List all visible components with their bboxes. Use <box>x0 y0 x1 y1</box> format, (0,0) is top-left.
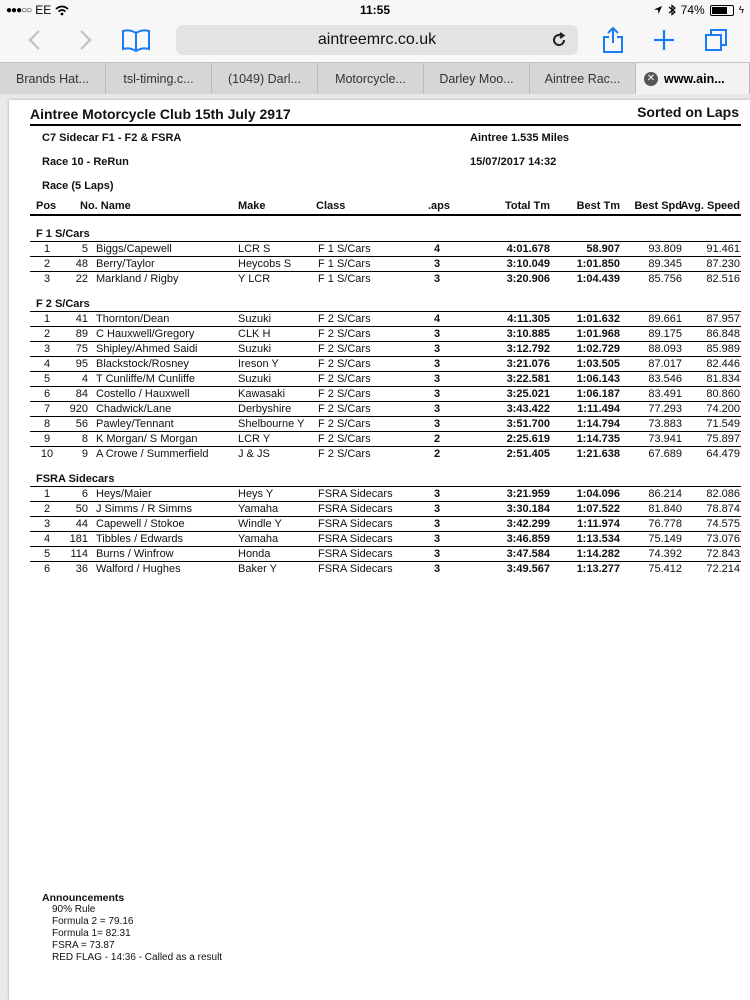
cell-pos: 1 <box>43 488 51 500</box>
cell-laps: 4 <box>434 313 441 325</box>
tab-label: Darley Moo... <box>439 71 514 86</box>
cell-name: Walford / Hughes <box>96 563 181 575</box>
table-row <box>30 326 741 341</box>
cell-best-time: 1:13.277 <box>576 563 620 575</box>
cell-make: Heys Y <box>238 488 274 500</box>
tab-strip <box>0 62 750 94</box>
cell-name: Biggs/Capewell <box>96 243 172 255</box>
cell-make: LCR Y <box>238 433 271 445</box>
cell-laps: 4 <box>434 243 441 255</box>
cell-avg-speed: 78.874 <box>706 503 740 515</box>
cell-laps: 3 <box>434 258 441 270</box>
cell-avg-speed: 64.479 <box>706 448 740 460</box>
cell-avg-speed: 75.897 <box>706 433 740 445</box>
cell-laps: 3 <box>434 533 441 545</box>
cell-pos: 4 <box>43 358 51 370</box>
cell-best-time: 1:06.143 <box>576 373 620 385</box>
browser-toolbar <box>0 20 750 62</box>
cell-avg-speed: 72.843 <box>706 548 740 560</box>
cell-best-speed: 83.491 <box>648 388 682 400</box>
col-pos: Pos <box>36 200 57 212</box>
cell-best-speed: 93.809 <box>648 243 682 255</box>
clock: 11:55 <box>359 3 391 17</box>
cell-class: F 2 S/Cars <box>318 388 371 400</box>
announcement-item: 90% Rule <box>52 904 96 915</box>
table-row <box>30 516 741 531</box>
cell-name: T Cunliffe/M Cunliffe <box>96 373 196 385</box>
tabs-button[interactable] <box>700 24 732 56</box>
url-host: aintreemrc.co.uk <box>317 31 437 48</box>
cell-total-time: 4:11.305 <box>507 313 550 325</box>
tab-darley[interactable] <box>212 63 318 94</box>
cell-class: F 1 S/Cars <box>318 273 371 285</box>
cell-make: Yamaha <box>238 503 279 515</box>
cell-number: 41 <box>75 313 88 325</box>
cell-name: Pawley/Tennant <box>96 418 174 430</box>
cell-pos: 8 <box>43 418 51 430</box>
cell-best-speed: 89.661 <box>648 313 682 325</box>
cell-pos: 1 <box>43 313 51 325</box>
cell-laps: 3 <box>434 563 441 575</box>
carrier-label: EE <box>35 3 52 17</box>
cell-make: Baker Y <box>238 563 277 575</box>
cell-laps: 3 <box>434 343 441 355</box>
close-icon[interactable]: ✕ <box>644 72 658 86</box>
cell-make: Heycobs S <box>238 258 292 270</box>
cell-class: F 2 S/Cars <box>318 448 371 460</box>
cell-pos: 1 <box>43 243 51 255</box>
cell-make: LCR S <box>238 243 271 255</box>
cell-total-time: 3:25.021 <box>506 388 550 400</box>
cell-laps: 3 <box>434 328 441 340</box>
cell-total-time: 3:43.422 <box>506 403 550 415</box>
cell-total-time: 3:30.184 <box>506 503 550 515</box>
cell-best-speed: 77.293 <box>648 403 682 415</box>
cell-best-speed: 89.345 <box>648 258 682 270</box>
table-row <box>30 356 741 371</box>
cell-best-speed: 75.412 <box>648 563 682 575</box>
report-title: Aintree Motorcycle Club 15th July 2917 <box>30 106 291 122</box>
table-row <box>30 311 741 326</box>
event-name: C7 Sidecar F1 - F2 & FSRA <box>42 132 182 144</box>
cell-number: 75 <box>75 343 88 355</box>
race-row <box>30 150 741 174</box>
race-laps: Race (5 Laps) <box>42 180 114 192</box>
col-total: Total Tm <box>504 200 550 212</box>
cell-avg-speed: 74.575 <box>706 518 740 530</box>
cell-laps: 3 <box>434 358 441 370</box>
signal-dots-icon: ●●●○○ <box>6 4 32 16</box>
book-icon <box>121 28 151 52</box>
tab-label: Motorcycle... <box>335 71 406 86</box>
cell-number: 95 <box>75 358 88 370</box>
cell-make: Yamaha <box>238 533 279 545</box>
table-row <box>30 546 741 561</box>
cell-total-time: 3:21.959 <box>506 488 550 500</box>
cell-name: Berry/Taylor <box>96 258 155 270</box>
cell-class: F 1 S/Cars <box>318 258 371 270</box>
cell-class: F 2 S/Cars <box>318 418 371 430</box>
col-no-name: No. Name <box>80 200 131 212</box>
cell-best-speed: 88.093 <box>648 343 682 355</box>
cell-number: 56 <box>75 418 88 430</box>
announcements-title: Announcements <box>42 892 125 904</box>
cell-laps: 3 <box>434 403 441 415</box>
reload-icon[interactable] <box>550 31 568 49</box>
cell-total-time: 3:47.584 <box>506 548 550 560</box>
cell-best-time: 1:02.729 <box>576 343 620 355</box>
circuit-name: Aintree 1.535 Miles <box>470 132 570 144</box>
cell-number: 6 <box>81 488 88 500</box>
cell-number: 50 <box>75 503 88 515</box>
sort-label: Sorted on Laps <box>637 104 739 120</box>
cell-total-time: 3:22.581 <box>506 373 550 385</box>
cell-name: Costello / Hauxwell <box>96 388 190 400</box>
cell-best-speed: 73.941 <box>648 433 682 445</box>
status-bar <box>0 0 750 20</box>
table-row <box>30 371 741 386</box>
table-row <box>30 271 741 286</box>
cell-total-time: 2:25.619 <box>506 433 550 445</box>
cell-best-time: 1:04.439 <box>576 273 620 285</box>
cell-laps: 3 <box>434 418 441 430</box>
cell-number: 920 <box>69 403 88 415</box>
cell-avg-speed: 86.848 <box>706 328 740 340</box>
cell-name: C Hauxwell/Gregory <box>96 328 195 340</box>
battery-percent: 74% <box>680 3 705 17</box>
cell-name: Capewell / Stokoe <box>96 518 185 530</box>
cell-name: Heys/Maier <box>96 488 152 500</box>
cell-total-time: 2:51.405 <box>506 448 550 460</box>
cell-total-time: 3:42.299 <box>506 518 550 530</box>
plus-icon <box>652 28 676 52</box>
cell-total-time: 3:49.567 <box>506 563 550 575</box>
cell-avg-speed: 71.549 <box>706 418 740 430</box>
cell-name: K Morgan/ S Morgan <box>96 433 198 445</box>
cell-best-speed: 67.689 <box>648 448 682 460</box>
cell-best-speed: 85.756 <box>648 273 682 285</box>
cell-best-time: 1:07.522 <box>576 503 620 515</box>
battery-fill <box>712 7 727 14</box>
cell-laps: 3 <box>434 273 441 285</box>
cell-total-time: 3:12.792 <box>506 343 550 355</box>
cell-best-time: 1:03.505 <box>576 358 620 370</box>
cell-class: F 2 S/Cars <box>318 433 371 445</box>
cell-name: Shipley/Ahmed Saidi <box>96 343 198 355</box>
bluetooth-icon <box>668 4 676 16</box>
cell-pos: 2 <box>43 328 51 340</box>
cell-name: Thornton/Dean <box>96 313 170 325</box>
cell-name: Tibbles / Edwards <box>96 533 184 545</box>
new-tab-button[interactable] <box>648 24 680 56</box>
cell-avg-speed: 82.086 <box>706 488 740 500</box>
cell-make: J & JS <box>238 448 270 460</box>
share-icon <box>602 26 624 54</box>
cell-class: FSRA Sidecars <box>318 518 393 530</box>
col-avg-speed: Avg. Speed <box>680 200 740 212</box>
cell-total-time: 3:51.700 <box>506 418 550 430</box>
cell-name: A Crowe / Summerfield <box>96 448 209 460</box>
cell-name: J Simms / R Simms <box>96 503 192 515</box>
group-title: FSRA Sidecars <box>36 473 115 485</box>
cell-pos: 6 <box>43 388 51 400</box>
cell-make: Shelbourne Y <box>238 418 305 430</box>
cell-laps: 3 <box>434 518 441 530</box>
group-title: F 1 S/Cars <box>36 228 90 240</box>
cell-avg-speed: 91.461 <box>706 243 740 255</box>
report-title-row <box>30 104 741 126</box>
tab-label: www.ain... <box>664 71 725 86</box>
announcement-item: Formula 1= 82.31 <box>52 928 131 939</box>
announcement-item: Formula 2 = 79.16 <box>52 916 134 927</box>
cell-avg-speed: 74.200 <box>706 403 740 415</box>
cell-make: Y LCR <box>238 273 271 285</box>
cell-number: 5 <box>81 243 88 255</box>
cell-avg-speed: 80.860 <box>706 388 740 400</box>
cell-pos: 3 <box>43 518 51 530</box>
cell-total-time: 3:10.885 <box>506 328 550 340</box>
chevron-right-icon <box>79 29 93 51</box>
results-groups <box>30 228 741 576</box>
cell-number: 9 <box>81 448 88 460</box>
col-laps: .aps <box>428 200 451 212</box>
cell-number: 84 <box>75 388 88 400</box>
cell-number: 44 <box>75 518 88 530</box>
cell-class: F 1 S/Cars <box>318 243 371 255</box>
tab-tsl-timing[interactable] <box>106 63 212 94</box>
cell-best-time: 1:01.632 <box>576 313 620 325</box>
cell-best-time: 1:21.638 <box>576 448 620 460</box>
cell-make: Windle Y <box>238 518 282 530</box>
tab-label: (1049) Darl... <box>228 71 301 86</box>
cell-best-speed: 74.392 <box>648 548 682 560</box>
cell-avg-speed: 82.446 <box>706 358 740 370</box>
cell-total-time: 3:20.906 <box>506 273 550 285</box>
tab-label: tsl-timing.c... <box>123 71 194 86</box>
table-row <box>30 256 741 271</box>
cell-pos: 5 <box>43 373 51 385</box>
charging-icon: ϟ <box>738 4 744 16</box>
table-row <box>30 401 741 416</box>
cell-laps: 3 <box>434 503 441 515</box>
cell-best-speed: 76.778 <box>648 518 682 530</box>
cell-make: Kawasaki <box>238 388 286 400</box>
tab-darley-moor[interactable] <box>424 63 530 94</box>
cell-make: Honda <box>238 548 271 560</box>
table-row <box>30 386 741 401</box>
chevron-left-icon <box>27 29 41 51</box>
announcement-item: RED FLAG - 14:36 - Called as a result <box>52 952 223 963</box>
cell-total-time: 3:10.049 <box>506 258 550 270</box>
cell-best-time: 1:01.850 <box>576 258 620 270</box>
cell-laps: 3 <box>434 548 441 560</box>
cell-best-time: 1:14.735 <box>576 433 620 445</box>
race-laps-row <box>30 174 741 198</box>
cell-number: 36 <box>75 563 88 575</box>
cell-best-speed: 87.017 <box>648 358 682 370</box>
cell-pos: 3 <box>43 343 51 355</box>
col-best: Best Tm <box>576 200 620 212</box>
cell-best-time: 1:11.974 <box>577 518 620 530</box>
cell-number: 89 <box>75 328 88 340</box>
cell-class: F 2 S/Cars <box>318 313 371 325</box>
cell-pos: 6 <box>43 563 51 575</box>
cell-laps: 2 <box>434 448 441 460</box>
tab-aintree-racing[interactable] <box>530 63 636 94</box>
cell-pos: 7 <box>43 403 51 415</box>
tab-aintree-active[interactable] <box>636 63 750 94</box>
tab-brands-hatch[interactable] <box>0 63 106 94</box>
race-name: Race 10 - ReRun <box>42 156 129 168</box>
cell-avg-speed: 82.516 <box>706 273 740 285</box>
cell-make: Suzuki <box>238 313 272 325</box>
cell-avg-speed: 73.076 <box>706 533 740 545</box>
col-best-speed: Best Spd <box>634 200 682 212</box>
cell-make: Suzuki <box>238 373 272 385</box>
cell-name: Blackstock/Rosney <box>96 358 189 370</box>
cell-class: FSRA Sidecars <box>318 548 393 560</box>
cell-avg-speed: 87.957 <box>706 313 740 325</box>
cell-avg-speed: 81.834 <box>706 373 740 385</box>
cell-laps: 2 <box>434 433 441 445</box>
cell-avg-speed: 72.214 <box>706 563 740 575</box>
cell-number: 4 <box>81 373 88 385</box>
cell-pos: 2 <box>43 258 51 270</box>
cell-class: FSRA Sidecars <box>318 488 393 500</box>
table-row <box>30 416 741 431</box>
cell-total-time: 4:01.678 <box>506 243 550 255</box>
cell-best-speed: 73.883 <box>648 418 682 430</box>
cell-best-speed: 81.840 <box>648 503 682 515</box>
cell-pos: 4 <box>43 533 51 545</box>
cell-best-speed: 83.546 <box>648 373 682 385</box>
cell-best-time: 1:11.494 <box>577 403 620 415</box>
cell-pos: 5 <box>43 548 51 560</box>
cell-best-time: 1:13.534 <box>576 533 620 545</box>
cell-avg-speed: 85.989 <box>706 343 740 355</box>
group-title: F 2 S/Cars <box>36 298 90 310</box>
col-class: Class <box>316 200 346 212</box>
cell-best-time: 1:04.096 <box>576 488 620 500</box>
table-row <box>30 341 741 356</box>
cell-best-time: 1:14.282 <box>576 548 620 560</box>
share-button[interactable] <box>597 24 629 56</box>
table-row <box>30 486 741 501</box>
cell-laps: 3 <box>434 488 441 500</box>
cell-best-time: 1:01.968 <box>576 328 620 340</box>
event-row <box>30 126 741 150</box>
cell-class: F 2 S/Cars <box>318 343 371 355</box>
cell-best-speed: 89.175 <box>648 328 682 340</box>
column-header <box>30 200 741 216</box>
forward-button[interactable] <box>70 24 102 56</box>
cell-total-time: 3:46.859 <box>506 533 550 545</box>
cell-avg-speed: 87.230 <box>706 258 740 270</box>
cell-class: F 2 S/Cars <box>318 358 371 370</box>
location-icon <box>653 5 663 15</box>
cell-name: Markland / Rigby <box>96 273 179 285</box>
table-row <box>30 561 741 576</box>
cell-class: F 2 S/Cars <box>318 403 371 415</box>
cell-best-time: 1:14.794 <box>576 418 620 430</box>
race-datetime: 15/07/2017 14:32 <box>470 156 557 168</box>
cell-pos: 9 <box>43 433 51 445</box>
cell-class: F 2 S/Cars <box>318 373 371 385</box>
cell-number: 181 <box>69 533 88 545</box>
cell-laps: 3 <box>434 373 441 385</box>
cell-pos: 2 <box>43 503 51 515</box>
cell-class: FSRA Sidecars <box>318 533 393 545</box>
tab-label: Brands Hat... <box>16 71 89 86</box>
table-row <box>30 501 741 516</box>
cell-make: Ireson Y <box>238 358 279 370</box>
announcement-item: FSRA = 73.87 <box>52 940 115 951</box>
cell-class: FSRA Sidecars <box>318 563 393 575</box>
cell-best-speed: 75.149 <box>648 533 682 545</box>
cell-pos: 3 <box>43 273 51 285</box>
cell-best-time: 1:06.187 <box>576 388 620 400</box>
cell-make: Derbyshire <box>238 403 292 415</box>
address-bar[interactable] <box>176 25 578 55</box>
cell-pos: 10 <box>40 448 54 460</box>
cell-best-speed: 86.214 <box>648 488 682 500</box>
cell-make: CLK H <box>238 328 271 340</box>
table-row <box>30 446 741 461</box>
cell-best-time: 58.907 <box>586 243 620 255</box>
cell-make: Suzuki <box>238 343 272 355</box>
cell-total-time: 3:21.076 <box>506 358 550 370</box>
cell-class: FSRA Sidecars <box>318 503 393 515</box>
cell-number: 8 <box>81 433 88 445</box>
back-button[interactable] <box>18 24 50 56</box>
status-right <box>653 3 744 17</box>
tabs-icon <box>704 28 728 52</box>
cell-number: 114 <box>70 548 88 560</box>
bookmarks-button[interactable] <box>120 24 152 56</box>
col-make: Make <box>238 200 266 212</box>
cell-laps: 3 <box>434 388 441 400</box>
announcements <box>42 892 222 964</box>
tab-motorcycle[interactable] <box>318 63 424 94</box>
tab-label: Aintree Rac... <box>544 71 621 86</box>
battery-icon <box>710 5 734 16</box>
cell-name: Burns / Winfrow <box>96 548 174 560</box>
cell-class: F 2 S/Cars <box>318 328 371 340</box>
results-document <box>30 104 741 576</box>
cell-number: 48 <box>75 258 88 270</box>
table-row <box>30 431 741 446</box>
cell-name: Chadwick/Lane <box>96 403 172 415</box>
table-row <box>30 241 741 256</box>
table-row <box>30 531 741 546</box>
cell-number: 22 <box>75 273 88 285</box>
